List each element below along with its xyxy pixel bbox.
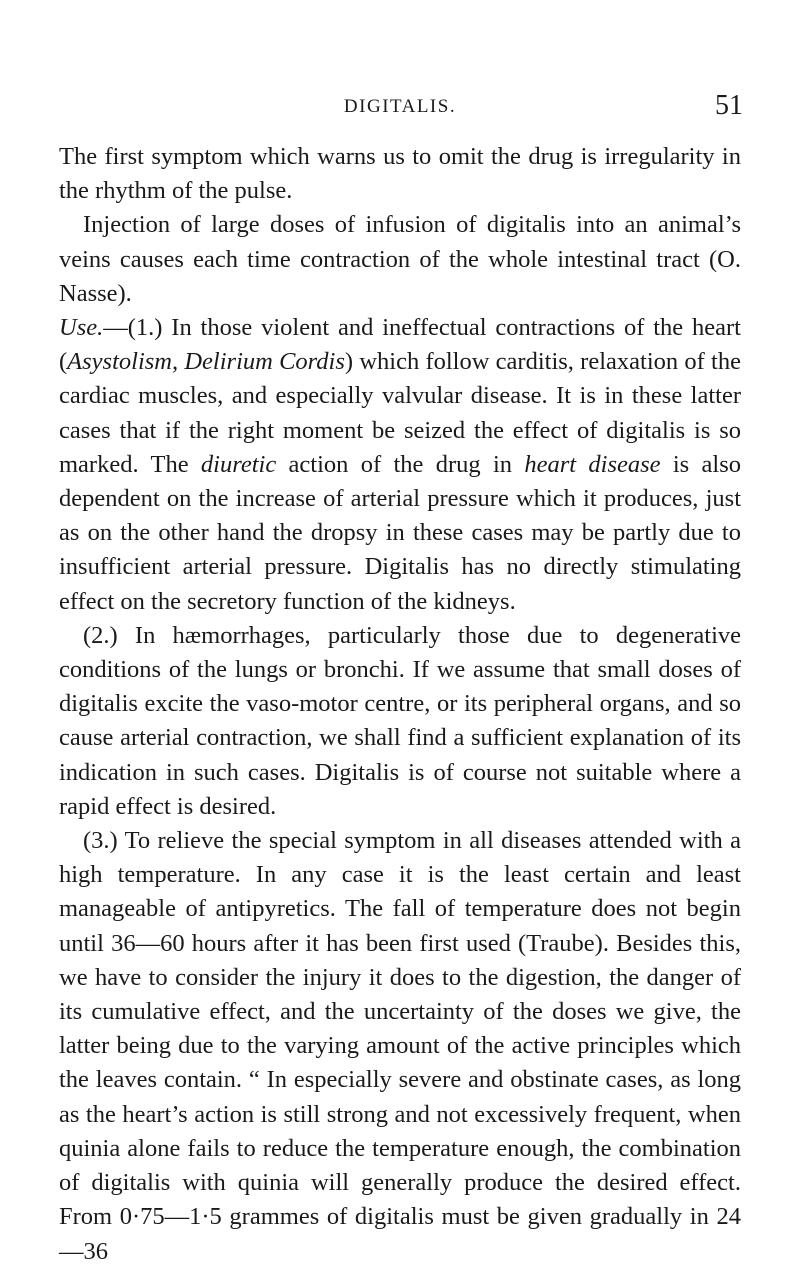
- paragraph-use-2: (2.) In hæmorrhages, particularly those due to degenerative conditions of the lungs or bronchi. If we assume that small doses of digitalis excite the vaso-motor centre, or its peripheral organs, and so cause arterial contraction, we shall find a sufficient explanation of its indication in such cases. Digitalis is of course not suitable where a rapid effect is desired.: [59, 621, 741, 820]
- use-label: Use.: [59, 314, 104, 342]
- paragraph-use-1: [59, 311, 741, 619]
- paragraph-injection: Injection of large doses of infusion of digitalis into an animal’s veins causes each time contraction of the whole intestinal tract (O. Nasse).: [59, 211, 741, 307]
- body-text: [59, 140, 741, 1269]
- italic-asystolism: Asystolism, Delirium Cordis: [67, 348, 345, 376]
- use-text-2: ) which follow carditis, relaxation of the cardiac muscles, and especially valvular disease. It is in these latter cases that if the right moment be seized the effect of digitalis is so marked. The: [59, 348, 741, 478]
- paragraph-use-3: (3.) To relieve the special symptom in all diseases attended with a high temperature. In any case it is the least certain and least manageable of antipyretics. The fall of temperature does not begin until 36—60 hours after it has been first used (Traube). Besides this, we have to consider the injury it does to the digestion, the danger of its cumulative effect, and the uncertainty of the doses we give, the latter being due to the varying amount of the active principles which the leaves contain. “ In especially severe and obstinate cases, as long as the heart’s action is still strong and not excessively frequent, when quinia alone fails to reduce the temperature enough, the combination of digitalis with quinia will generally produce the desired effect. From 0·75—1·5 grammes of digitalis must be given gradually in 24—36: [59, 827, 741, 1265]
- use-text-3: action of the drug in: [276, 450, 525, 478]
- paragraph-first-symptom: The first symptom which warns us to omit the drug is irregularity in the rhythm of the pulse.: [59, 143, 741, 205]
- page-number: 51: [715, 90, 743, 121]
- running-title: DIGITALIS.: [343, 96, 457, 117]
- use-text-1: —(1.) In those violent and ineffectual contractions of the heart (: [59, 314, 741, 376]
- use-text-4: is also dependent on the increase of arterial pressure which it produces, just as on the other hand the dropsy in these cases may be partly due to insufficient arterial pressure. Digitalis has no directly stimulating effect on the secretory function of the kidneys.: [59, 450, 741, 615]
- running-head: [0, 90, 800, 130]
- italic-diuretic: diuretic: [200, 450, 277, 478]
- italic-heart-disease: heart disease: [524, 450, 661, 478]
